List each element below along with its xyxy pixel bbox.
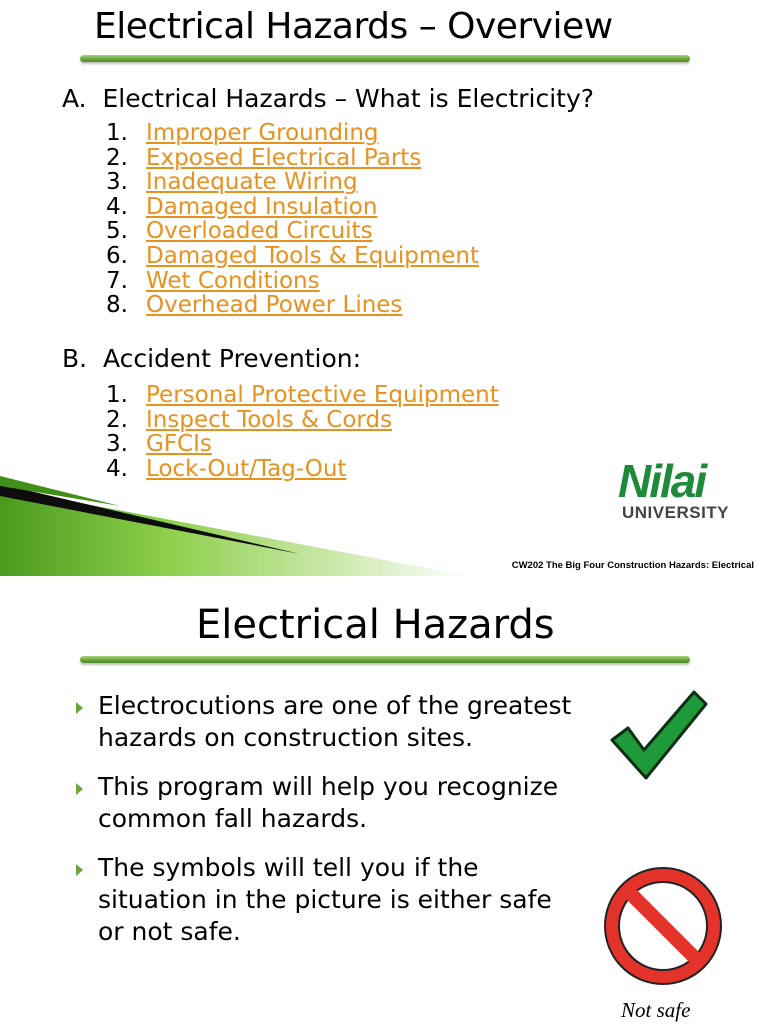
prevention-link-lockout-tagout[interactable]: Lock-Out/Tag-Out [146,455,347,482]
slide-title: Electrical Hazards [196,602,555,648]
hazard-link-improper-grounding[interactable]: Improper Grounding [146,120,379,146]
prevention-link-inspect-tools[interactable]: Inspect Tools & Cords [146,406,393,433]
hazard-link-overhead-power-lines[interactable]: Overhead Power Lines [146,292,403,319]
bullet-arrow-icon [76,783,83,795]
item-number: 1. [106,120,128,146]
list-item [106,219,479,244]
item-number: 3. [106,431,128,458]
item-number: 6. [106,242,128,269]
list-item [106,121,479,146]
nilai-university-logo [618,455,752,522]
list-item [106,146,479,171]
bullet-arrow-icon [76,702,83,714]
logo-mark-text: Nilai [618,455,706,507]
list-item [106,170,479,195]
list-item [74,690,574,754]
list-item [106,244,479,269]
slide-separator [0,576,768,586]
hazard-link-wet-conditions[interactable]: Wet Conditions [146,267,320,294]
hazard-link-exposed-parts[interactable]: Exposed Electrical Parts [146,144,422,171]
prevention-link-ppe[interactable]: Personal Protective Equipment [146,382,499,408]
logo-sub-text: UNIVERSITY [622,503,730,522]
green-swoosh-decoration [0,476,470,576]
bullet-arrow-icon [76,864,83,876]
list-item [106,195,479,220]
slide-title: Electrical Hazards – Overview [94,6,613,47]
prevention-link-gfcis[interactable]: GFCIs [146,431,212,458]
item-number: 8. [106,292,128,319]
bullet-list [74,690,574,965]
slide-footer: CW202 The Big Four Construction Hazards: Electrical [511,560,754,571]
bullet-text: Electrocutions are one of the greatest hazards on construction sites. [98,691,572,752]
hazards-list [106,121,479,318]
item-number: 2. [106,406,128,433]
list-item [106,269,479,294]
item-number: 4. [106,193,128,220]
item-number: 7. [106,267,128,294]
item-number: 5. [106,218,128,245]
section-b-heading: B. Accident Prevention: [62,344,362,373]
list-item [74,852,574,948]
list-item [106,293,479,318]
bullet-text: This program will help you recognize common fall hazards. [98,772,559,833]
hazard-link-overloaded-circuits[interactable]: Overloaded Circuits [146,218,373,245]
section-a-heading: A. Electrical Hazards – What is Electricity? [62,84,595,113]
item-number: 1. [106,382,128,408]
item-number: 4. [106,455,128,482]
item-number: 3. [106,169,128,196]
checkmark-safe-icon [608,688,708,780]
prohibited-not-safe-icon [603,866,723,986]
hazard-link-inadequate-wiring[interactable]: Inadequate Wiring [146,169,358,196]
list-item [106,408,499,433]
bullet-text: The symbols will tell you if the situation in the picture is either safe or not safe. [98,853,552,946]
prevention-list [106,383,499,481]
item-number: 2. [106,144,128,171]
list-item [74,771,574,835]
hazard-link-damaged-tools[interactable]: Damaged Tools & Equipment [146,242,480,269]
list-item [106,383,499,408]
list-item [106,432,499,457]
not-safe-caption: Not safe [621,998,691,1022]
hazard-link-damaged-insulation[interactable]: Damaged Insulation [146,193,378,220]
title-underline [80,656,690,663]
title-underline [80,55,690,62]
